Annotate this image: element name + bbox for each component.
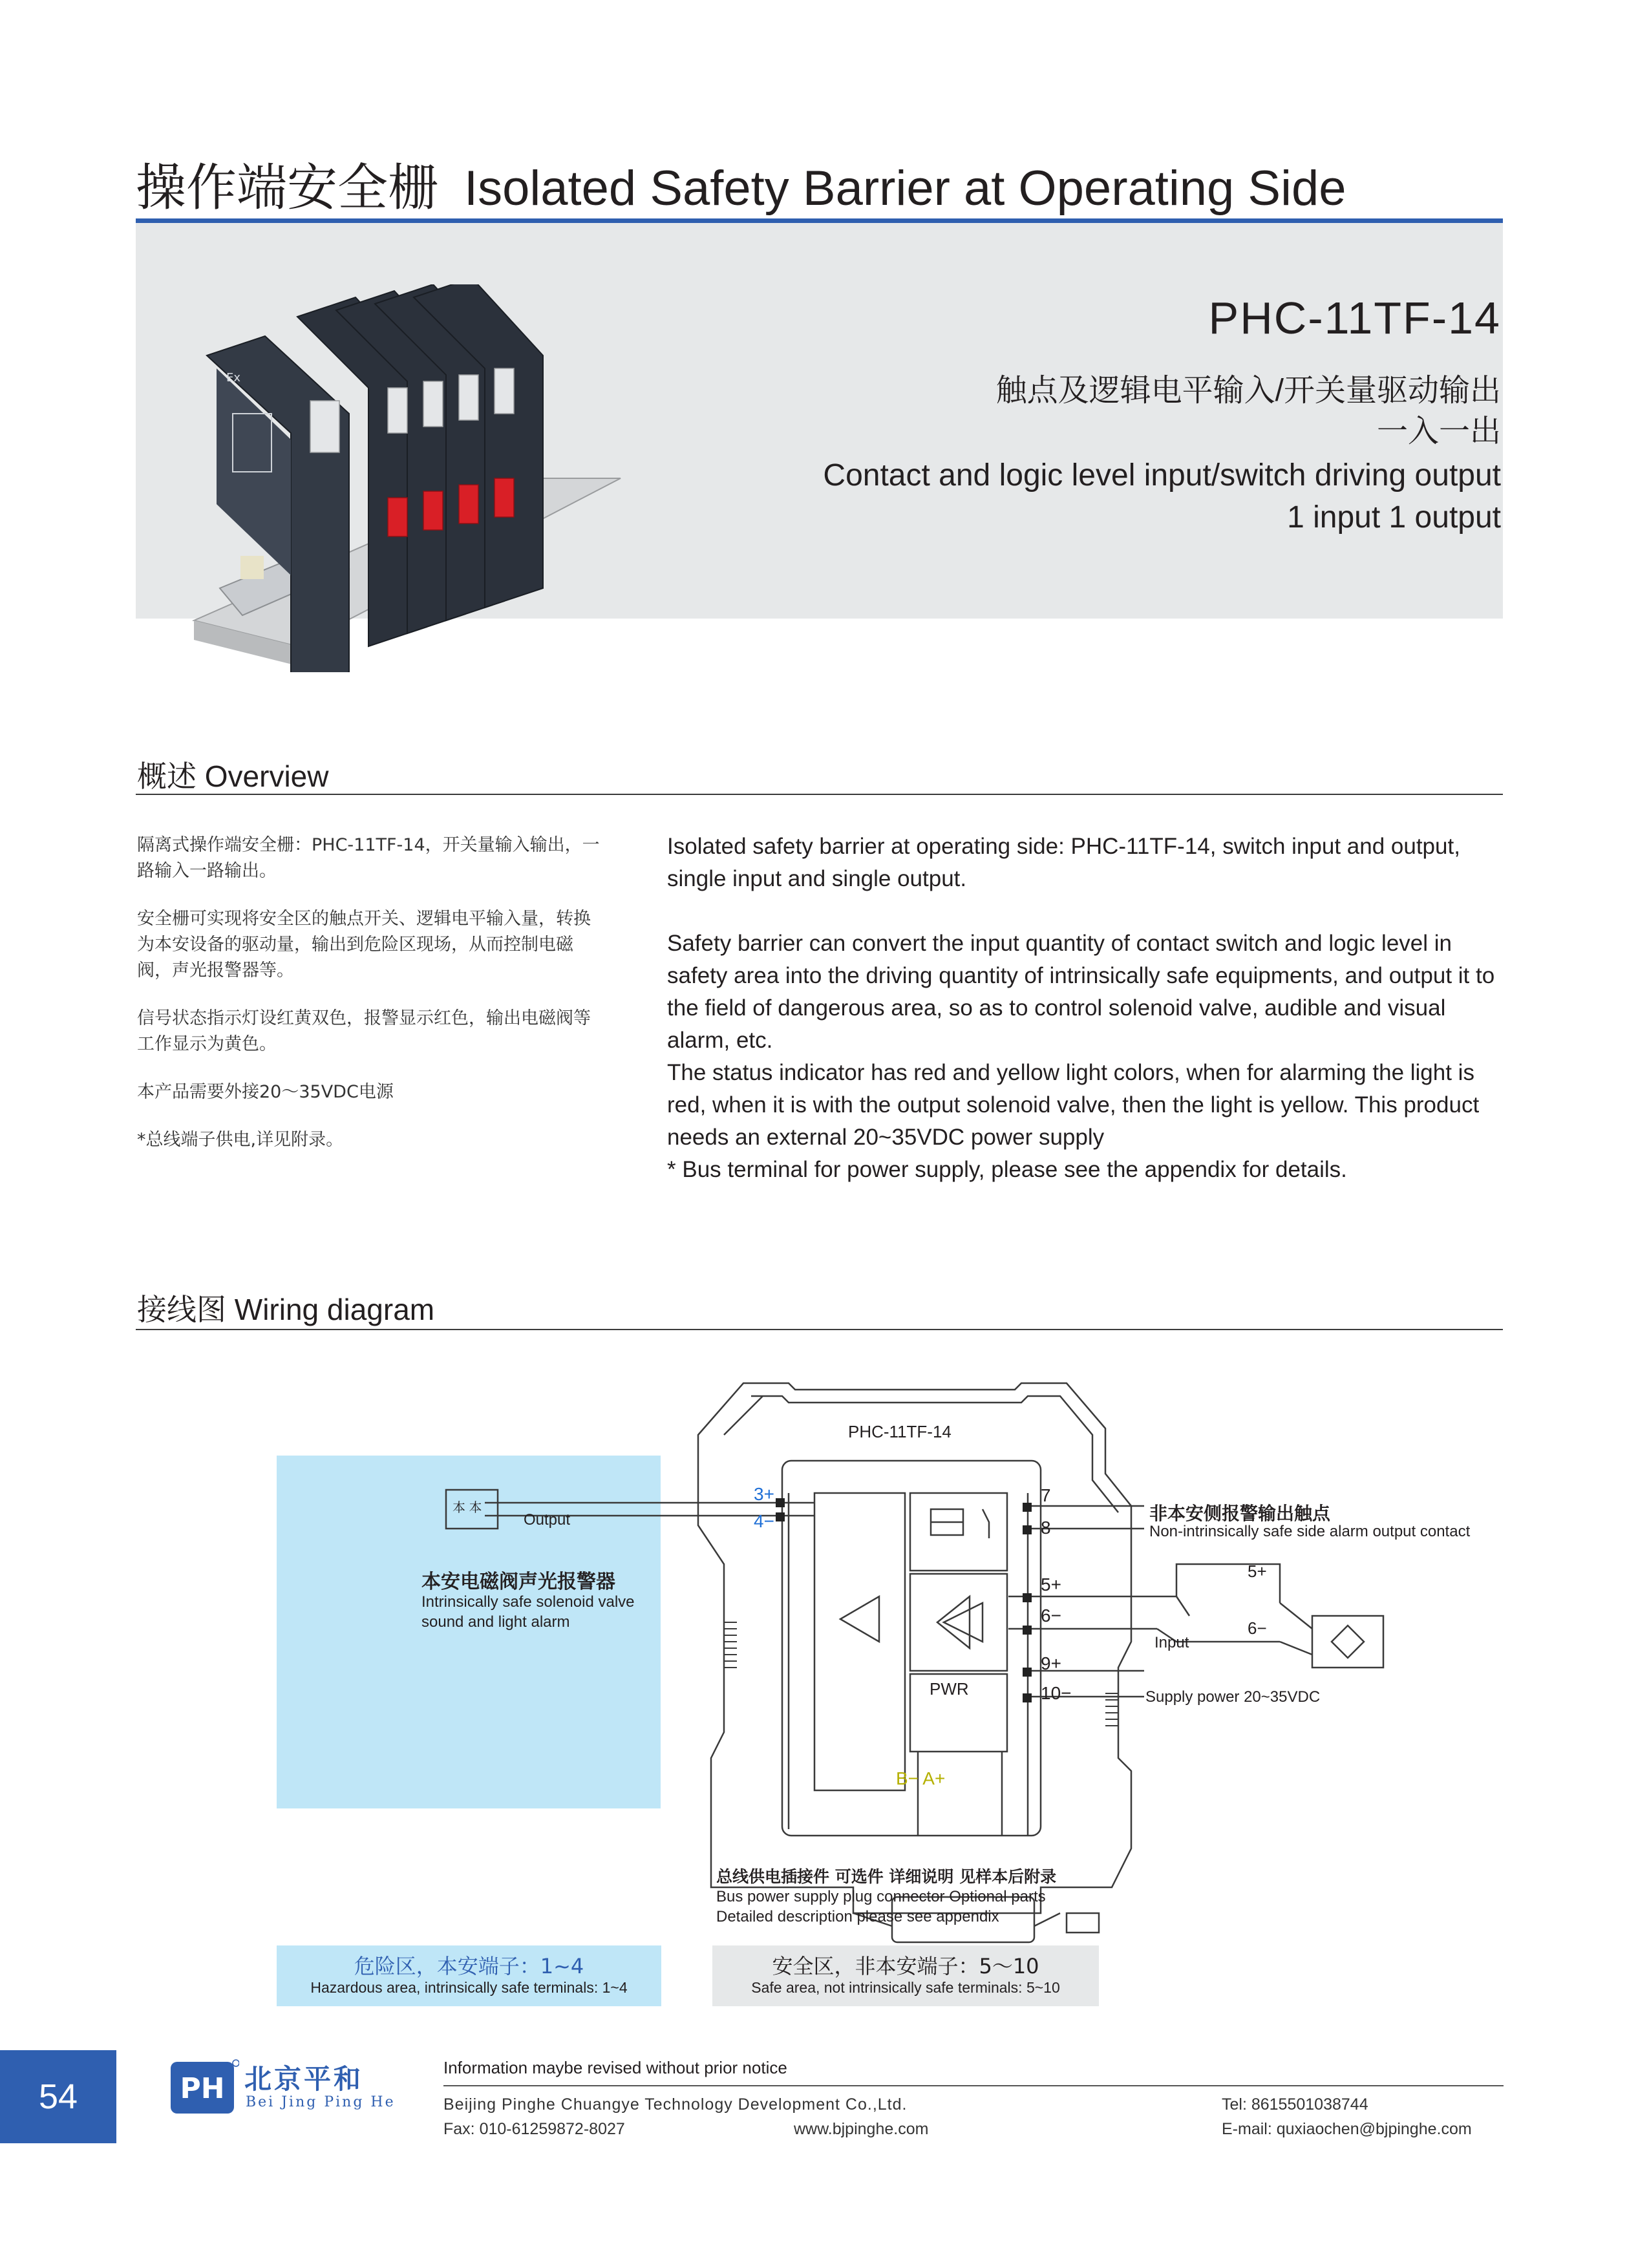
hero-desc-en-1: Contact and logic level input/switch driving output [823,458,1501,493]
bus-terminal-label: B− A+ [896,1768,946,1788]
revision-notice: Information maybe revised without prior notice [443,2058,787,2077]
overview-en-paragraph: Isolated safety barrier at operating side: PHC-11TF-14, switch input and output, single input and single output. [667,834,1460,891]
safe-zone-label [712,1945,1099,2006]
supply-power-label: Supply power 20~35VDC [1145,1688,1321,1706]
hazardous-zone-en: Hazardous area, intrinsically safe terminals: 1~4 [310,1979,628,1996]
logo-mark: PH [180,2072,225,2105]
overview-heading: 概述 Overview [137,759,329,793]
overview-cn-paragraph: 本产品需要外接20～35VDC电源 [137,1082,394,1102]
page-number: 54 [0,2050,116,2143]
wiring-model-label: PHC-11TF-14 [848,1422,952,1441]
fax: Fax: 010-61259872-8027 [443,2120,625,2138]
safe-zone-en: Safe area, not intrinsically safe terminals: 5~10 [751,1979,1060,1996]
overview-chinese [137,832,602,1175]
logo-text-en: Bei Jing Ping He [246,2094,396,2110]
output-symbol-text: 本 本 [452,1501,482,1515]
input-label: Input [1154,1634,1189,1651]
terminal-3-label: 3+ [754,1484,774,1504]
model-number: PHC-11TF-14 [1208,293,1501,343]
hazard-device-title: 本安电磁阀声光报警器 [421,1571,615,1593]
bus-note-en-1: Bus power supply plug connector Optional parts [716,1888,1046,1905]
terminal-9-label: 9+ [1041,1653,1061,1673]
terminal-4-label: 4− [754,1511,774,1531]
sensor-minus-label: 6− [1248,1618,1267,1638]
hazardous-zone-label [277,1945,661,2006]
terminal-6-label: 6− [1041,1606,1061,1626]
alarm-contact-en: Non-intrinsically safe side alarm output contact [1149,1523,1471,1540]
website-link[interactable]: www.bjpinghe.com [794,2120,929,2138]
bus-connector-note [716,1867,1056,1927]
email-link[interactable]: E-mail: quxiaochen@bjpinghe.com [1222,2120,1472,2138]
hero-desc-en-2: 1 input 1 output [1287,500,1501,535]
safe-zone-cn: 安全区，非本安端子：5～10 [772,1954,1039,1978]
hazardous-zone-cn: 危险区，本安端子：1~4 [354,1954,584,1978]
overview-cn-paragraph: 安全栅可实现将安全区的触点开关、逻辑电平输入量，转换为本安设备的驱动量，输出到危险区现场，从而控制电磁阀，声光报警器等。 [137,909,591,980]
alarm-contact-cn: 非本安侧报警输出触点 [1149,1503,1331,1524]
telephone: Tel: 8615501038744 [1222,2095,1368,2114]
company-name: Beijing Pinghe Chuangye Technology Development Co.,Ltd. [443,2095,908,2114]
pwr-label: PWR [930,1679,969,1699]
footer-rule [443,2085,1504,2086]
terminal-7-label: 7 [1041,1485,1051,1505]
overview-en-paragraph: Safety barrier can convert the input quantity of contact switch and logic level in safety area into the driving quantity of intrinsically safe equipments, and output it to the field of dangerous area, so as to control solenoid valve, audible and visual alarm, etc. [667,931,1495,1053]
overview-rule [136,794,1503,795]
proximity-sensor [1280,1603,1383,1668]
overview-cn-paragraph: *总线端子供电,详见附录。 [137,1130,344,1150]
page-title [136,147,1346,220]
overview-en-paragraph: * Bus terminal for power supply, please see the appendix for details. [667,1157,1347,1182]
product-image [181,284,633,672]
wiring-rule [136,1329,1503,1330]
sensor-plus-label: 5+ [1248,1562,1267,1581]
hero-desc-cn-1: 触点及逻辑电平输入/开关量驱动输出 [995,374,1501,408]
overview-english [667,831,1507,1186]
overview-cn-paragraph: 信号状态指示灯设红黄双色，报警显示红色，输出电磁阀等工作显示为黄色。 [137,1008,591,1054]
terminal-10-label: 10− [1041,1683,1072,1703]
title-chinese: 操作端安全栅 [136,159,439,217]
terminal-8-label: 8 [1041,1518,1051,1538]
hazard-device-desc: Intrinsically safe solenoid valve sound and light alarm [421,1593,635,1631]
title-english: Isolated Safety Barrier at Operating Side [464,161,1346,216]
wiring-heading: 接线图 Wiring diagram [137,1293,435,1326]
company-logo [169,2058,239,2115]
bus-note-en-2: Detailed description please see appendix [716,1908,999,1925]
hero-desc-cn-2: 一入一出 [1376,414,1501,449]
bus-note-cn: 总线供电插接件 可选件 详细说明 见样本后附录 [716,1867,1057,1886]
logo-text-cn: 北京平和 [244,2063,364,2095]
terminal-5-label: 5+ [1041,1574,1061,1595]
overview-en-paragraph: The status indicator has red and yellow light colors, when for alarming the light is red, when it is with the output solenoid valve, then the light is yellow. This product needs an external 20~35VDC power supply [667,1060,1480,1150]
title-underline [136,218,1503,223]
svg-text:Ex: Ex [226,371,241,385]
overview-cn-paragraph: 隔离式操作端安全栅：PHC-11TF-14，开关量输入输出，一路输入一路输出。 [137,835,600,881]
output-label: Output [524,1511,571,1529]
